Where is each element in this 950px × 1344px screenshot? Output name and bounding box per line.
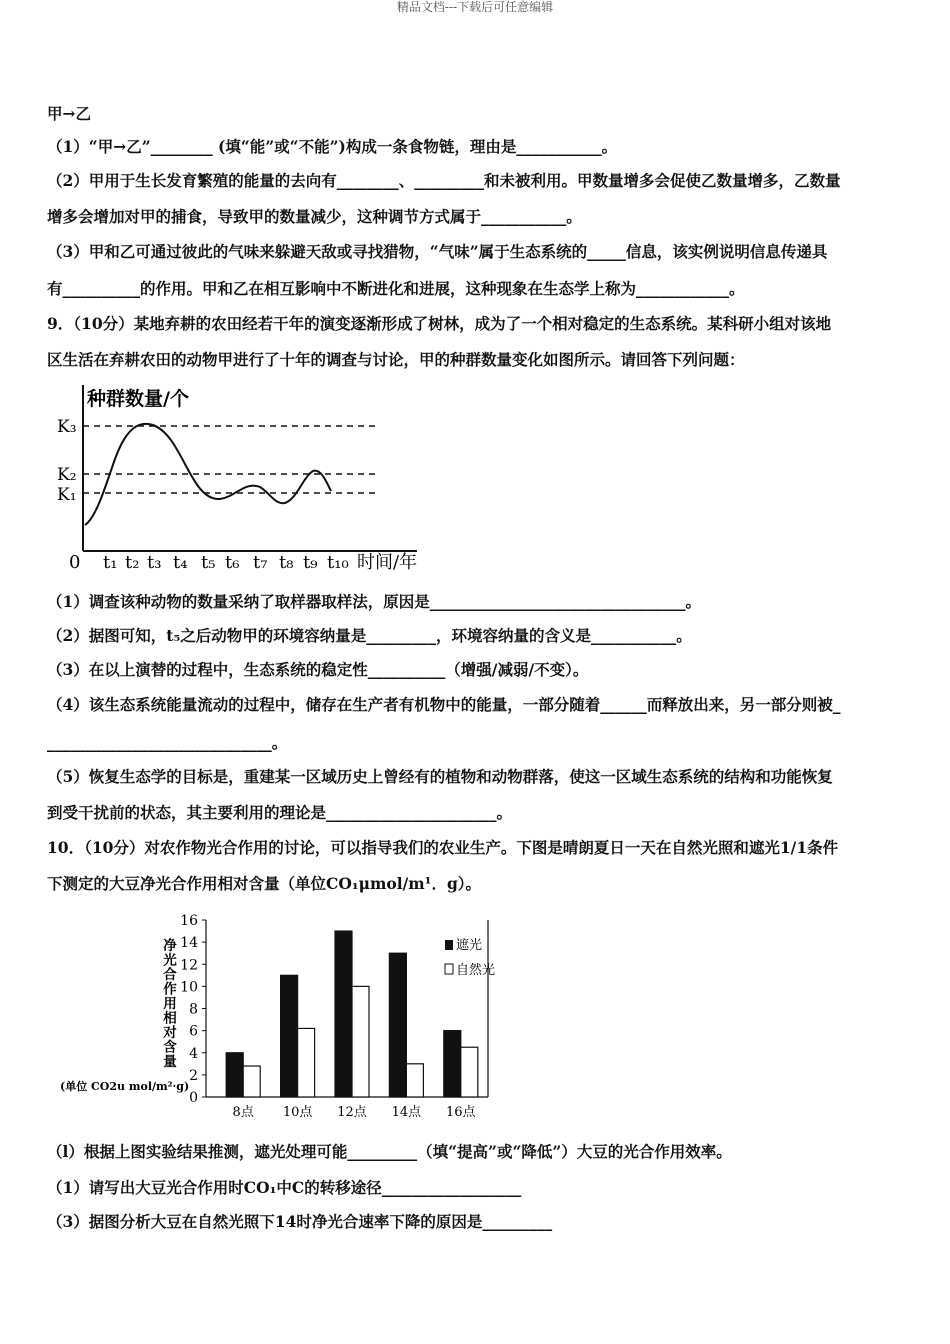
x-tick-t4: t₄ (173, 552, 188, 573)
x-tick-t2: t₂ (125, 552, 140, 573)
y-axis-label-char: 净 (163, 938, 177, 954)
question-9-5-cont: 到受干扰前的状态，其主要利用的理论是______________________。 (47, 803, 513, 822)
y-axis-label (162, 937, 177, 1070)
y-tick-label: 6 (189, 1023, 198, 1040)
y-axis-unit: (单位 CO2u mol/m²·g) (60, 1080, 190, 1093)
question-9-stem: 9．（10分）某地弃耕的农田经若干年的演变逐渐形成了树林，成为了一个相对稳定的生态系统。某科研小组对该地 (47, 314, 832, 333)
x-tick-label: 12点 (337, 1105, 367, 1120)
bar-natural (243, 1066, 260, 1097)
y-tick-label: 10 (180, 979, 198, 996)
x-tick-t6: t₆ (225, 552, 240, 573)
y-tick-label: 16 (180, 913, 198, 929)
question-10-stem: 10．（10分）对农作物光合作用的讨论，可以指导我们的农业生产。下图是晴朗夏日一天在自然光照和遮光1/1条件 (47, 838, 839, 857)
y-axis-label-char: 光 (163, 952, 177, 969)
population-curve-figure (55, 381, 435, 579)
question-10-2: （1）请写出大豆光合作用时CO₁中C的转移途径__________________ (47, 1178, 522, 1197)
bar-shade (335, 931, 352, 1097)
y-axis-label: 种群数量/个 (87, 388, 189, 410)
x-tick-t5: t₅ (201, 552, 216, 573)
question-8-2-cont: 增多会增加对甲的捕食，导致甲的数量减少，这种调节方式属于___________。 (47, 207, 582, 226)
y-tick-label: 14 (180, 935, 198, 952)
y-axis-label-char: 对 (163, 1025, 177, 1041)
x-tick-label: 10点 (282, 1105, 313, 1120)
bar-shade (389, 953, 406, 1097)
question-10-1: （l）根据上图实验结果推测，遮光处理可能_________（填“提高”或“降低”）大豆的光合作用效率。 (47, 1142, 732, 1161)
y-axis-label-char: 合 (163, 967, 177, 983)
y-tick-label: 8 (189, 1001, 198, 1018)
question-9-stem-cont: 区生活在弃耕农田的动物甲进行了十年的调查与讨论，甲的种群数量变化如图所示。请回答下列问题： (47, 350, 745, 369)
y-axis-label-char: 含 (163, 1039, 177, 1056)
x-axis-label: 时间/年 (357, 552, 418, 573)
food-chain-label: 甲→乙 (47, 104, 91, 123)
question-9-4-cont: _____________________________。 (47, 733, 288, 752)
legend-label-shade: 遮光 (456, 938, 483, 953)
x-tick-label: 16点 (446, 1105, 476, 1120)
y-tick-label: 12 (180, 957, 198, 974)
k3-label: K₃ (57, 417, 77, 437)
y-axis-label-char: 量 (163, 1054, 177, 1070)
photosynthesis-bar-chart (58, 912, 510, 1124)
x-tick-label: 14点 (391, 1105, 422, 1120)
bar-natural (406, 1064, 423, 1097)
question-9-5: （5）恢复生态学的目标是，重建某一区域历史上曾经有的植物和动物群落，使这一区域生态系统的结构和功能恢复 (47, 767, 833, 786)
question-10-stem-cont: 下测定的大豆净光合作用相对含量（单位CO₁μmol/m¹．g）。 (47, 874, 482, 893)
x-tick-t8: t₈ (279, 552, 294, 573)
bar-shade (281, 975, 298, 1097)
x-tick-t9: t₉ (303, 552, 318, 573)
page-header: 精品文档---下载后可任意编辑 (396, 0, 554, 14)
y-tick-label: 0 (189, 1090, 198, 1106)
question-8-3-cont: 有__________的作用。甲和乙在相互影响中不断进化和进展，这种现象在生态学上称为____________。 (47, 279, 745, 298)
bar-natural (298, 1028, 315, 1097)
y-tick-label: 4 (189, 1045, 198, 1062)
k2-label: K₂ (57, 465, 77, 485)
x-tick-t10: t₁₀ (327, 552, 349, 573)
question-8-1: （1）“甲→乙”________ (填“能”或“不能”)构成一条食物链，理由是___________。 (47, 137, 618, 156)
origin-label: 0 (69, 552, 81, 573)
question-8-2: （2）甲用于生长发育繁殖的能量的去向有________、_________和未被利用。甲数量增多会促使乙数量增多，乙数量 (47, 171, 841, 190)
question-9-3: （3）在以上演替的过程中，生态系统的稳定性__________（增强/减弱/不变）。 (47, 660, 589, 679)
legend-label-natural: 自然光 (456, 963, 496, 978)
x-tick-t3: t₃ (147, 552, 162, 573)
y-axis-label-char: 相 (163, 1010, 177, 1027)
question-9-4: （4）该生态系统能量流动的过程中，储存在生产者有机物中的能量，一部分随着______而释放出来，另一部分则被_ (47, 695, 841, 714)
y-axis-label-char: 用 (163, 996, 177, 1012)
question-8-3: （3）甲和乙可通过彼此的气味来躲避天敌或寻找猎物，“气味”属于生态系统的_____信息，该实例说明信息传递具 (47, 242, 828, 261)
bar-natural (352, 986, 369, 1097)
x-tick-label: 8点 (232, 1105, 254, 1120)
bar-shade (444, 1031, 461, 1097)
question-9-1: （1）调查该种动物的数量采纳了取样器取样法，原因是_________________________________。 (47, 592, 702, 611)
bar-shade (226, 1053, 243, 1097)
question-9-2: （2）据图可知，t₅之后动物甲的环境容纳量是_________，环境容纳量的含义是___________。 (47, 626, 692, 645)
bar-natural (461, 1047, 478, 1097)
k1-label: K₁ (57, 485, 77, 505)
legend-swatch-shade (445, 940, 453, 950)
y-axis-label-char: 作 (163, 981, 177, 998)
question-10-3: （3）据图分析大豆在自然光照下14时净光合速率下降的原因是_________ (47, 1212, 553, 1231)
x-tick-t7: t₇ (253, 552, 268, 573)
x-tick-t1: t₁ (103, 552, 118, 573)
legend-swatch-natural (445, 964, 453, 974)
y-tick-label: 2 (189, 1067, 198, 1084)
